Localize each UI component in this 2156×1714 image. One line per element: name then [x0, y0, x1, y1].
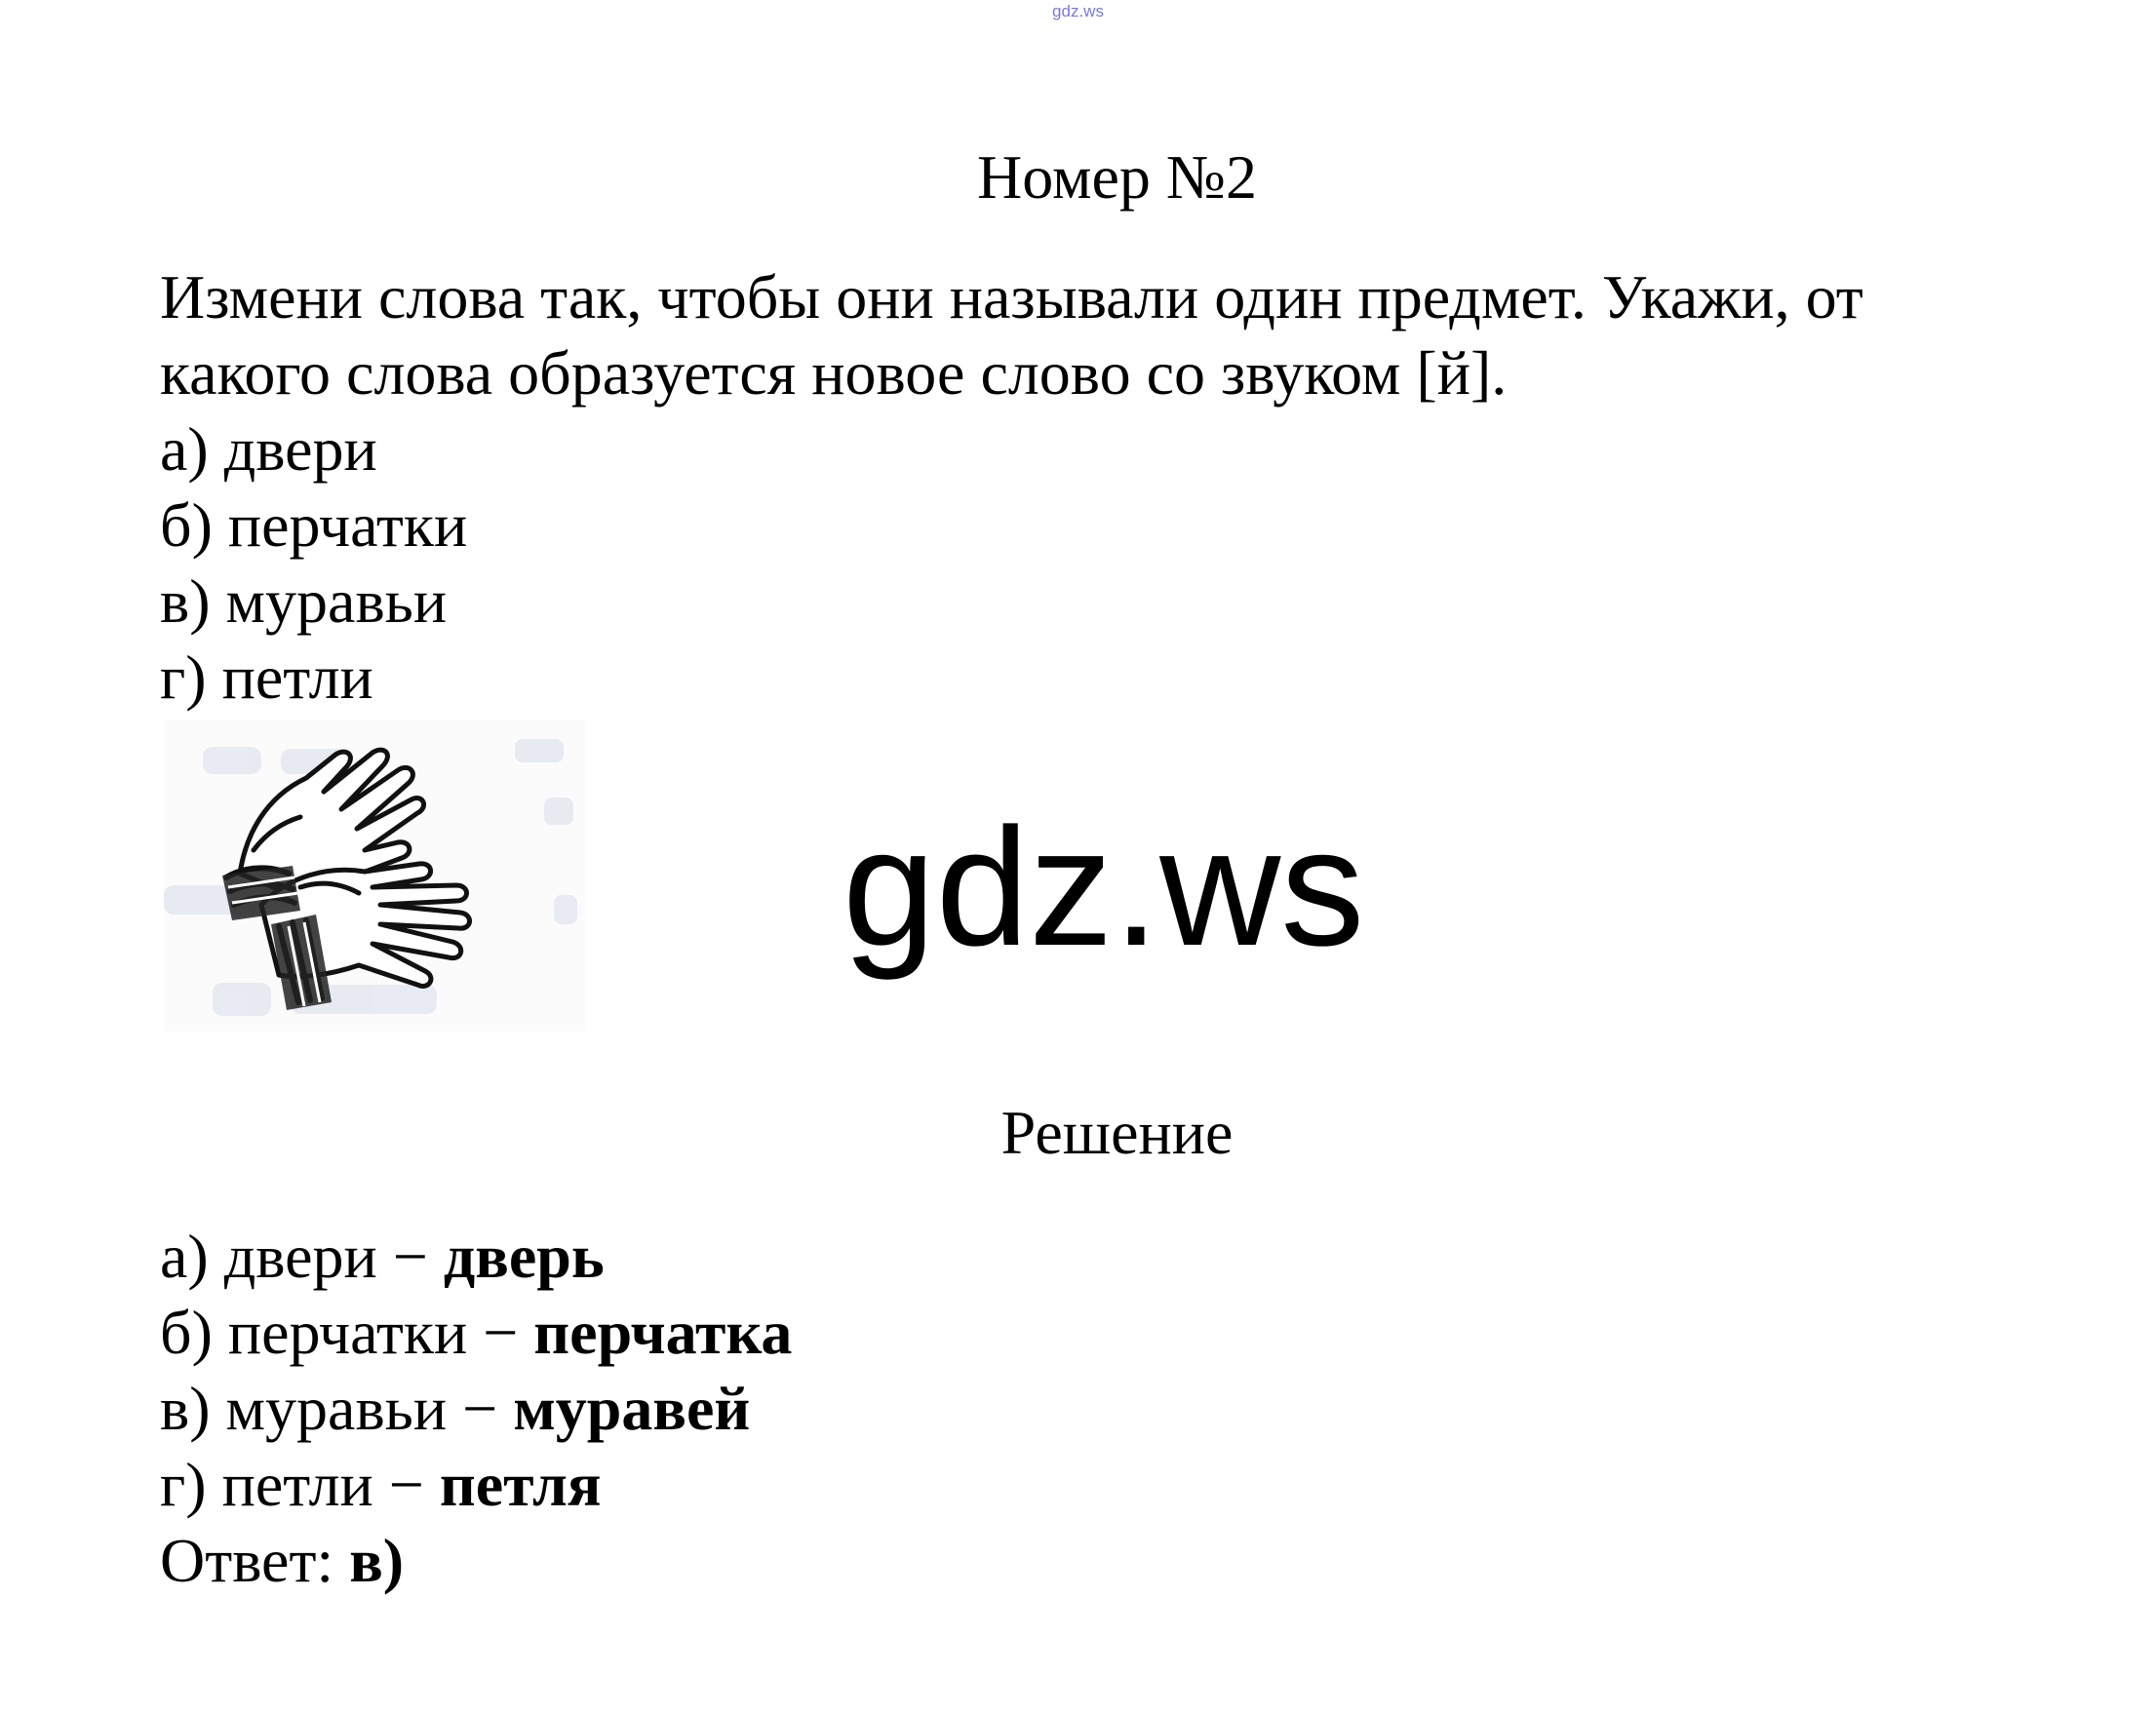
solution-row-d — [160, 1447, 602, 1523]
solution-row-b — [160, 1295, 792, 1371]
task-text — [160, 259, 2071, 411]
task-option-a: а) двери — [160, 414, 377, 484]
solution-row-b-prefix: б) перчатки − — [160, 1298, 534, 1367]
page-title: Номер №2 — [977, 142, 1257, 212]
solution-row-a — [160, 1219, 605, 1295]
final-answer-label: Ответ: — [160, 1526, 350, 1595]
task-line-2: какого слова образуется новое слово со звуком [й]. — [160, 338, 1508, 408]
final-answer — [160, 1523, 404, 1599]
gloves-icon — [164, 720, 585, 1032]
solution-row-c — [160, 1371, 750, 1447]
task-option-b: б) перчатки — [160, 490, 468, 560]
task-option-c: в) муравьи — [160, 566, 448, 636]
final-answer-value: в) — [349, 1526, 405, 1595]
solution-row-d-answer: петля — [439, 1450, 602, 1519]
solution-row-a-answer: дверь — [443, 1222, 605, 1291]
task-line-1: Измени слова так, чтобы они называли один предмет. Укажи, от — [160, 262, 1863, 331]
task-option-d: г) петли — [160, 643, 373, 712]
solution-row-c-prefix: в) муравьи − — [160, 1374, 514, 1443]
top-site-mark: gdz.ws — [1052, 2, 1104, 20]
gloves-picture — [164, 720, 585, 1032]
solution-row-a-prefix: а) двери − — [160, 1222, 444, 1291]
solution-row-c-answer: муравей — [513, 1374, 751, 1443]
site-watermark: gdz.ws — [843, 794, 1365, 981]
solution-row-d-prefix: г) петли − — [160, 1450, 440, 1519]
solution-row-b-answer: перчатка — [533, 1298, 793, 1367]
solution-title: Решение — [1000, 1098, 1234, 1167]
